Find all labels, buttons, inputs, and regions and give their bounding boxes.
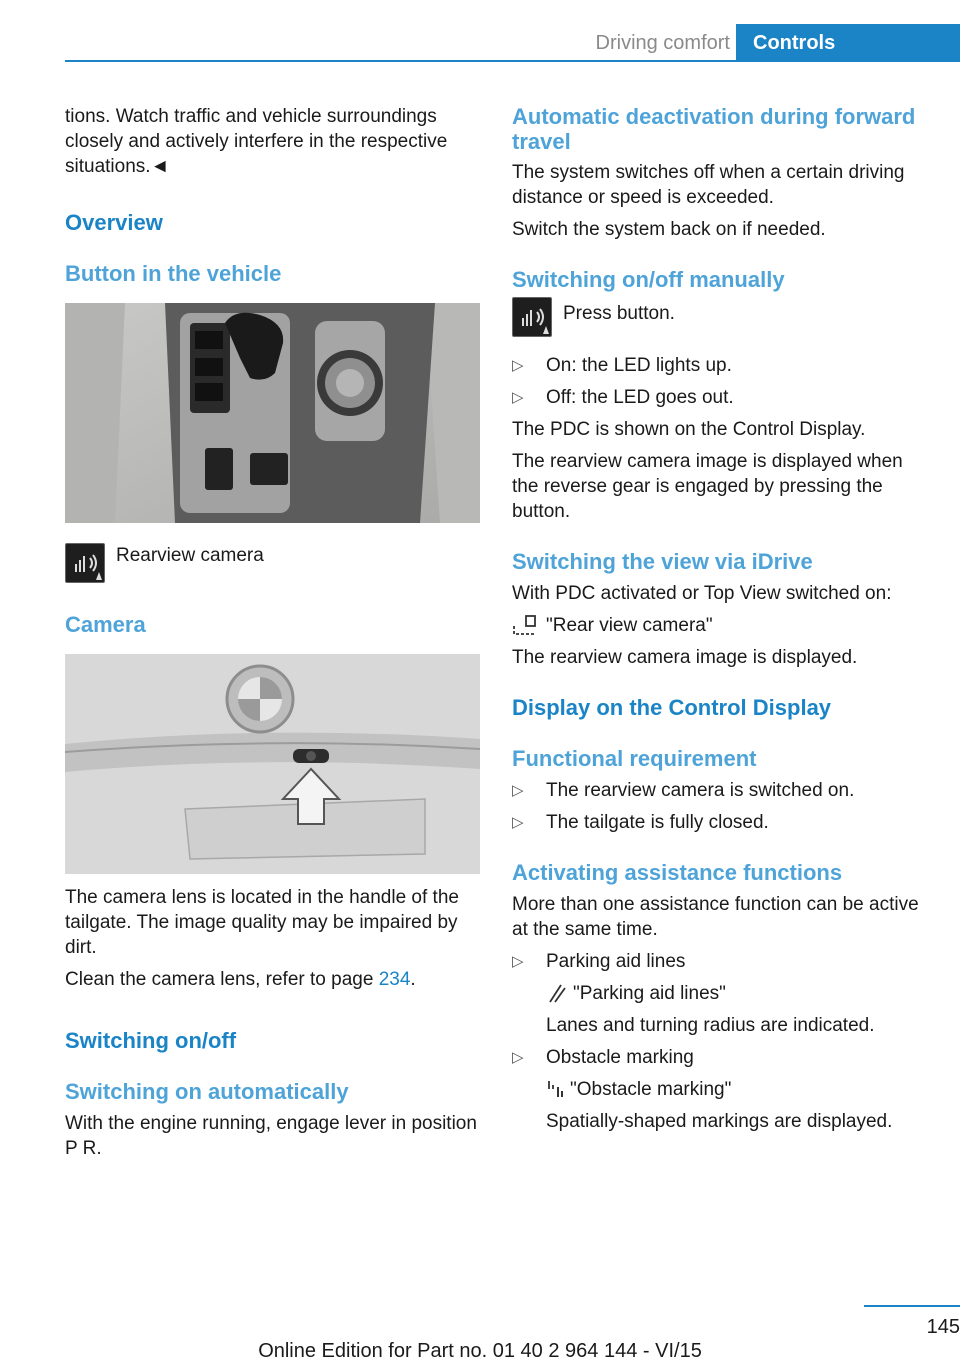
switching-heading: Switching on/off	[65, 1028, 237, 1053]
rearview-icon-row	[65, 543, 483, 583]
auto-text: With the engine running, engage lever in position P R.	[65, 1113, 477, 1159]
displayed-text: The rearview camera image is displayed.	[512, 647, 858, 668]
bullet-triangle-icon: ▷	[512, 389, 524, 406]
assist-list	[512, 949, 932, 1134]
press-button-text: Press button.	[563, 303, 675, 324]
switch-back-text: Switch the system back on if needed.	[512, 219, 826, 240]
spatial-text-row	[512, 1109, 932, 1134]
led-list	[512, 353, 932, 410]
clean-text	[65, 967, 483, 992]
display-heading: Display on the Control Display	[512, 695, 832, 720]
auto-deact-text: The system switches off when a certain driving distance or speed is exceeded.	[512, 162, 905, 208]
header-section: Driving comfort	[595, 32, 730, 54]
func-heading: Functional requirement	[512, 746, 757, 771]
obstacle-marking-icon	[546, 1079, 566, 1099]
lanes-text-row	[512, 1013, 932, 1038]
list-item-text: Off: the LED goes out.	[546, 387, 734, 408]
assist-heading: Activating assistance functions	[512, 860, 843, 885]
right-column	[512, 104, 932, 1134]
func-list	[512, 778, 932, 835]
parking-lines-icon	[546, 983, 566, 1003]
auto-heading: Switching on automatically	[65, 1079, 349, 1104]
camera-heading: Camera	[65, 612, 146, 637]
left-column	[65, 104, 483, 1161]
tailgate-photo	[65, 654, 480, 874]
clean-prefix: Clean the camera lens, refer to page	[65, 969, 379, 990]
spatial-text: Spatially-shaped markings are displayed.	[546, 1111, 893, 1132]
idrive-text: With PDC activated or Top View switched on:	[512, 583, 892, 604]
camera-description: The camera lens is located in the handle of the tailgate. The image quality may be impaired by dirt.	[65, 887, 459, 958]
console-photo	[65, 303, 480, 523]
rear-view-camera-menu-row	[512, 613, 932, 638]
rearview-camera-button-icon	[65, 543, 105, 583]
clean-suffix: .	[410, 969, 416, 990]
parking-lines-menu: "Parking aid lines"	[573, 983, 726, 1004]
overview-heading: Overview	[65, 210, 163, 235]
rearview-camera-label: Rearview camera	[116, 545, 264, 566]
list-item	[512, 1045, 932, 1070]
list-item	[512, 810, 932, 835]
intro-text: tions. Watch traffic and vehicle surroundings closely and actively interfere in the respective situations.◄	[65, 106, 448, 177]
button-heading: Button in the vehicle	[65, 261, 282, 286]
bullet-triangle-icon: ▷	[512, 814, 524, 831]
pdc-button-icon	[512, 297, 552, 337]
rear-view-camera-icon	[512, 614, 538, 636]
page-link[interactable]: 234	[378, 969, 411, 990]
list-item-text: Parking aid lines	[546, 951, 686, 972]
rearview-text: The rearview camera image is displayed when the reverse gear is engaged by pressing the button.	[512, 451, 903, 522]
edition-footer: Online Edition for Part no. 01 40 2 964 144 - VI/15	[258, 1340, 702, 1362]
bullet-triangle-icon: ▷	[512, 1049, 524, 1066]
bullet-triangle-icon: ▷	[512, 357, 524, 374]
list-item-text: The tailgate is fully closed.	[546, 812, 769, 833]
idrive-heading: Switching the view via iDrive	[512, 549, 813, 574]
obstacle-menu-row	[512, 1077, 932, 1102]
list-item	[512, 353, 932, 378]
list-item	[512, 385, 932, 410]
header-rule	[65, 60, 960, 62]
pdc-text: The PDC is shown on the Control Display.	[512, 419, 866, 440]
bullet-triangle-icon: ▷	[512, 953, 524, 970]
list-item	[512, 778, 932, 803]
press-button-row	[512, 297, 932, 337]
list-item-text: The rearview camera is switched on.	[546, 780, 855, 801]
assist-text: More than one assistance function can be active at the same time.	[512, 894, 919, 940]
obstacle-menu: "Obstacle marking"	[570, 1079, 732, 1100]
parking-lines-menu-row	[512, 981, 932, 1006]
lanes-text: Lanes and turning radius are indicated.	[546, 1015, 875, 1036]
header-tab: Controls	[736, 24, 960, 62]
list-item-text: Obstacle marking	[546, 1047, 694, 1068]
list-item-text: On: the LED lights up.	[546, 355, 732, 376]
page-number-rule	[864, 1305, 960, 1307]
bullet-triangle-icon: ▷	[512, 782, 524, 799]
manual-heading: Switching on/off manually	[512, 267, 785, 292]
auto-deact-heading: Automatic deactivation during forward travel	[512, 104, 916, 154]
rear-view-camera-menu: "Rear view camera"	[546, 615, 713, 636]
list-item	[512, 949, 932, 974]
page-number: 145	[926, 1316, 960, 1338]
